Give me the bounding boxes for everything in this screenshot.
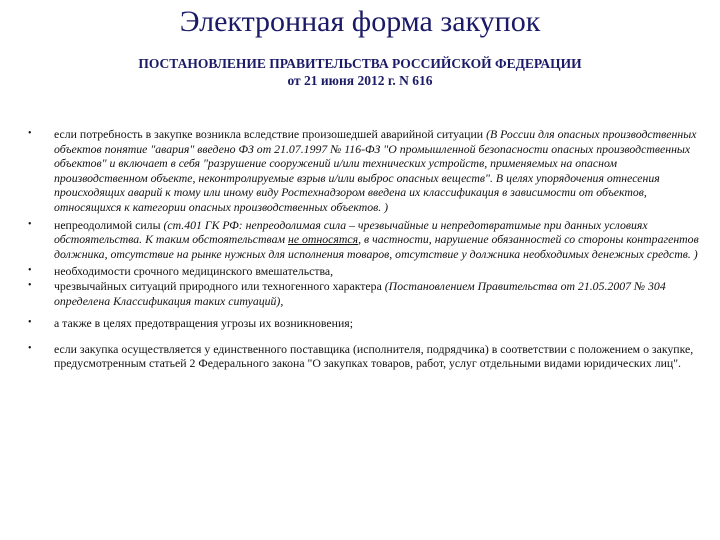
list-item xyxy=(28,342,700,371)
page-title: Электронная форма закупок xyxy=(179,5,541,38)
bullet-list xyxy=(28,127,700,371)
bullet-icon: • xyxy=(28,218,32,230)
item-text: если закупка осуществляется у единственного поставщика (исполнителя, подрядчика) в соответствии с положением о закупке, предусмотренным статьей 2 Федерального закона "О закупках товаров, работ, услуг отдельными видами юридических лиц". xyxy=(54,341,694,371)
bullet-icon: • xyxy=(28,317,32,329)
list-item xyxy=(28,264,700,279)
item-note-underlined: не относятся xyxy=(287,232,359,247)
bullet-icon: • xyxy=(28,265,32,277)
bullet-icon: • xyxy=(28,128,32,139)
bullet-icon: • xyxy=(28,279,32,291)
bullet-icon: • xyxy=(28,342,32,354)
item-text: необходимости срочного медицинского вмешательства, xyxy=(54,264,334,279)
item-note: (Постановлением Правительства от 21.05.2007 № 304 определена Классификация таких ситуаций), xyxy=(54,278,666,308)
item-note: (ст.401 ГК РФ: непреодолимая сила – чрезвычайные и непредотвратимые при данных условиях обстоятельства. К таким обстоятельствам xyxy=(54,217,648,247)
list-item xyxy=(28,127,700,215)
item-note: (В России для опасных производственных объектов понятие "авария" введено ФЗ от 21.07.1997 № 116-ФЗ "О промышленной безопасности опасных производственных объектов" и включает в себя "разрушение сооружений и/или технических устройств, применяемых на опасном производственном объекте, неконтролируемые взрыв и/или выброс опасных веществ". В целях упорядочения отнесения происходящих аварий к тому или иному виду Ростехнадзором введена их классификация в зависимости от объектов, относящихся к категории опасных производственных объектов. ) xyxy=(54,127,697,214)
item-note: , в частности, нарушение обязанностей со стороны контрагентов должника, отсутствие на рынке нужных для исполнения товаров, отсутствие у должника необходимых денежных средств. ) xyxy=(54,232,699,261)
list-item xyxy=(28,316,700,331)
item-text: если потребность в закупке возникла вследствие произошедшей аварийной ситуации xyxy=(54,127,487,141)
list-item xyxy=(28,279,700,308)
decree-date: от 21 июня 2012 г. N 616 xyxy=(287,73,433,88)
list-item xyxy=(28,218,700,262)
item-text: а также в целях предотвращения угрозы их возникновения; xyxy=(54,316,353,331)
item-text: непреодолимой силы xyxy=(54,217,164,232)
item-text: чрезвычайных ситуаций природного или техногенного характера xyxy=(54,278,385,293)
decree-heading: ПОСТАНОВЛЕНИЕ ПРАВИТЕЛЬСТВА РОССИЙСКОЙ ФЕДЕРАЦИИ xyxy=(138,56,582,71)
